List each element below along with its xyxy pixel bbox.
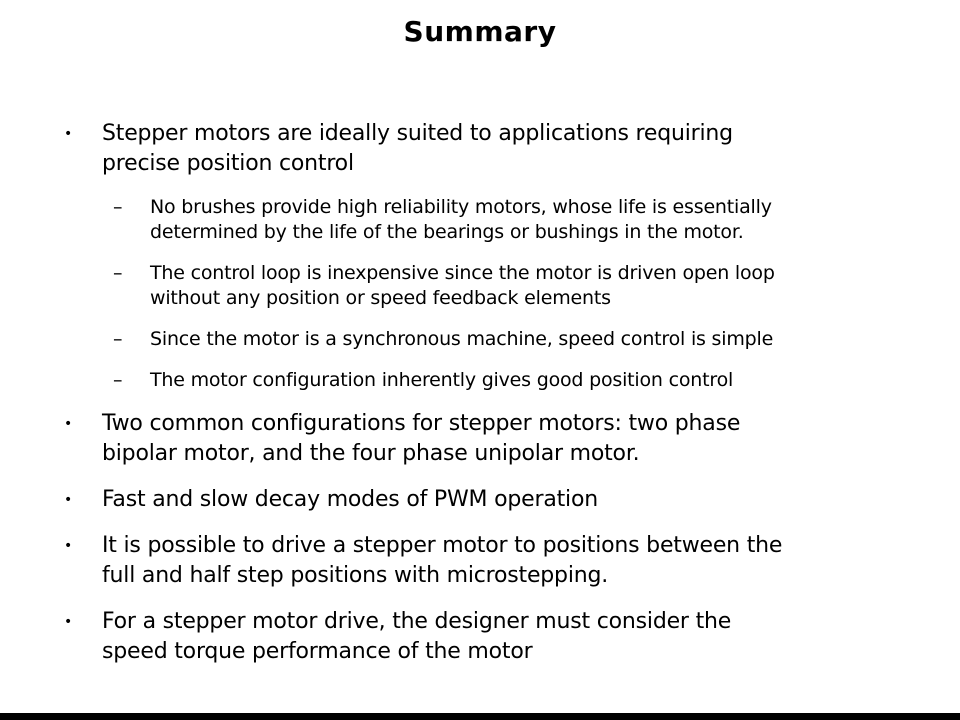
bullet-item [0, 119, 960, 179]
bullet-item [0, 409, 960, 469]
sub-bullet-item [0, 327, 960, 352]
bullet-list [0, 119, 960, 683]
bullet-dot-icon: • [64, 614, 73, 630]
bullet-item [0, 531, 960, 591]
bullet-dot-icon: • [64, 538, 73, 554]
bullet-text: It is possible to drive a stepper motor to positions between the full and half step positions with microstepping. [102, 533, 783, 588]
bullet-dot-icon: • [64, 492, 73, 508]
bottom-bar [0, 713, 960, 720]
sub-bullet-dash-icon: – [113, 196, 123, 218]
slide-title: Summary [403, 15, 557, 48]
bullet-text: Fast and slow decay modes of PWM operation [102, 487, 598, 512]
sub-bullet-dash-icon: – [113, 328, 123, 350]
bullet-item [0, 485, 960, 515]
sub-bullet-dash-icon: – [113, 369, 123, 391]
sub-bullet-text: No brushes provide high reliability motors, whose life is essentially determined by the life of the bearings or bushings in the motor. [150, 196, 772, 243]
bullet-dot-icon: • [64, 126, 73, 142]
sub-bullet-dash-icon: – [113, 262, 123, 284]
bullet-text: Two common configurations for stepper motors: two phase bipolar motor, and the four phase unipolar motor. [102, 411, 741, 466]
bullet-text: For a stepper motor drive, the designer must consider the speed torque performance of the motor [102, 609, 732, 664]
sub-bullet-text: The motor configuration inherently gives good position control [150, 369, 734, 391]
sub-bullet-item [0, 261, 960, 311]
bullet-text: Stepper motors are ideally suited to applications requiring precise position control [102, 121, 733, 176]
sub-bullet-item [0, 195, 960, 245]
sub-bullet-text: The control loop is inexpensive since the motor is driven open loop without any position or speed feedback elements [150, 262, 775, 309]
sub-bullet-text: Since the motor is a synchronous machine, speed control is simple [150, 328, 774, 350]
sub-bullet-item [0, 368, 960, 393]
bullet-dot-icon: • [64, 416, 73, 432]
bullet-item [0, 607, 960, 667]
